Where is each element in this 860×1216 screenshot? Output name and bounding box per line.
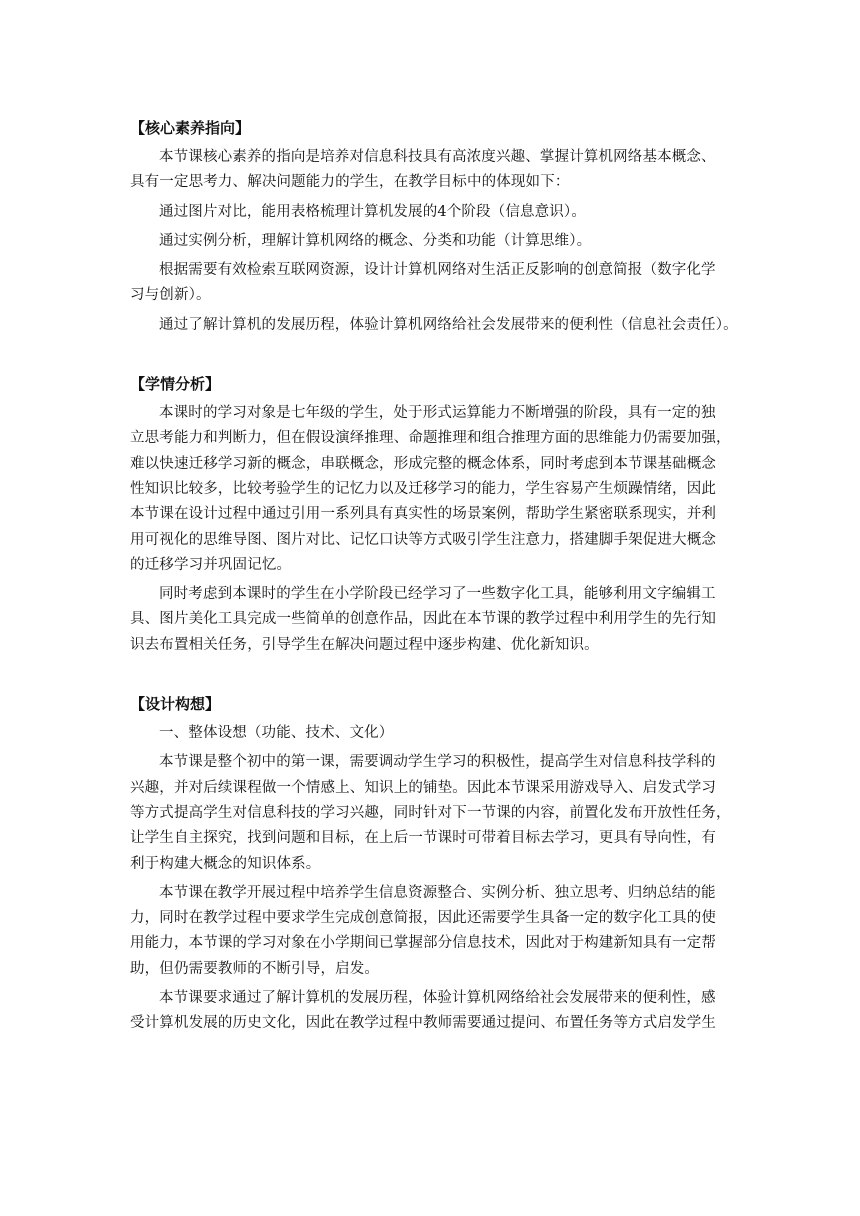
paragraph <box>130 750 734 876</box>
text-line: 具有一定思考力、解决问题能力的学生，在教学目标中的体现如下： <box>130 174 570 191</box>
paragraph <box>130 986 734 1037</box>
section-heading: 【学情分析】 <box>130 375 221 394</box>
text-line: 受计算机发展的历史文化，因此在教学过程中教师需要通过提问、布置任务等方式启发学生 <box>130 1015 716 1032</box>
text-line: 性知识比较多，比较考验学生的记忆力以及迁移学习的能力，学生容易产生烦躁情绪，因此 <box>130 480 716 497</box>
paragraph <box>130 145 734 196</box>
paragraph <box>130 229 734 254</box>
text-line: 根据需要有效检索互联网资源，设计计算机网络对生活正反影响的创意简报（数字化学 <box>159 262 716 279</box>
paragraph <box>130 721 734 746</box>
paragraph <box>130 401 734 578</box>
text-line: 本节课是整个初中的第一课，需要调动学生学习的积极性，提高学生对信息科技学科的 <box>159 754 716 771</box>
text-line: 同时考虑到本课时的学生在小学阶段已经学习了一些数字化工具，能够利用文字编辑工 <box>159 586 716 603</box>
paragraph <box>130 313 738 338</box>
text-line: 习与创新）。 <box>130 287 211 304</box>
text-line: 本节课核心素养的指向是培养对信息科技具有高浓度兴趣、掌握计算机网络基本概念、 <box>159 149 716 165</box>
text-line: 让学生自主探究，找到问题和目标，在上后一节课时可带着目标去学习，更具有导向性，有 <box>130 830 716 847</box>
text-line: 利于构建大概念的知识体系。 <box>130 855 321 872</box>
document-page <box>130 116 738 1071</box>
paragraph <box>130 582 734 658</box>
text-line: 具、图片美化工具完成一些简单的创意作品，因此在本节课的教学过程中利用学生的先行知 <box>130 611 716 628</box>
paragraph <box>130 258 734 309</box>
text-line: 本节课在教学开展过程中培养学生信息资源整合、实例分析、独立思考、归纳总结的能 <box>159 884 716 901</box>
text-line: 立思考能力和判断力，但在假设演绎推理、命题推理和组合推理方面的思维能力仍需要加强， <box>130 430 731 447</box>
text-line: 力，同时在教学过程中要求学生完成创意简报，因此还需要学生具备一定的数字化工具的使 <box>130 910 716 927</box>
text-line: 识去布置相关任务，引导学生在解决问题过程中逐步构建、优化新知识。 <box>130 636 599 653</box>
text-line: 通过了解计算机的发展历程，体验计算机网络给社会发展带来的便利性（信息社会责任）。 <box>159 316 738 333</box>
text-line: 通过实例分析，理解计算机网络的概念、分类和功能（计算思维）。 <box>159 232 592 249</box>
text-line: 一、整体设想（功能、技术、文化） <box>159 725 394 742</box>
document-section <box>130 372 734 658</box>
text-line: 等方式提高学生对信息科技的学习兴趣，同时针对下一节课的内容，前置化发布开放性任务， <box>130 804 731 821</box>
text-line: 兴趣，并对后续课程做一个情感上、知识上的铺垫。因此本节课采用游戏导入、启发式学习 <box>130 779 716 796</box>
text-line: 难以快速迁移学习新的概念，串联概念，形成完整的概念体系，同时考虑到本节课基础概念 <box>130 455 716 472</box>
text-line: 助，但仍需要教师的不断引导，启发。 <box>130 960 380 977</box>
text-line: 用能力，本节课的学习对象在小学期间已掌握部分信息技术，因此对于构建新知具有一定帮 <box>130 935 716 952</box>
text-line: 的迁移学习并巩固记忆。 <box>130 556 292 573</box>
text-line: 通过图片对比，能用表格梳理计算机发展的4个阶段（信息意识）。 <box>159 203 586 220</box>
document-section <box>130 116 738 338</box>
document-section <box>130 692 734 1037</box>
text-line: 用可视化的思维导图、图片对比、记忆口诀等方式吸引学生注意力，搭建脚手架促进大概念 <box>130 531 716 548</box>
paragraph <box>130 881 734 982</box>
text-line: 本课时的学习对象是七年级的学生，处于形式运算能力不断增强的阶段，具有一定的独 <box>159 405 716 422</box>
text-line: 本节课要求通过了解计算机的发展历程，体验计算机网络给社会发展带来的便利性，感 <box>159 990 716 1007</box>
section-heading: 【核心素养指向】 <box>130 119 251 137</box>
text-line: 本节课在设计过程中通过引用一系列具有真实性的场景案例，帮助学生紧密联系现实，并利 <box>130 506 716 523</box>
paragraph <box>130 200 734 225</box>
section-heading: 【设计构想】 <box>130 695 221 714</box>
